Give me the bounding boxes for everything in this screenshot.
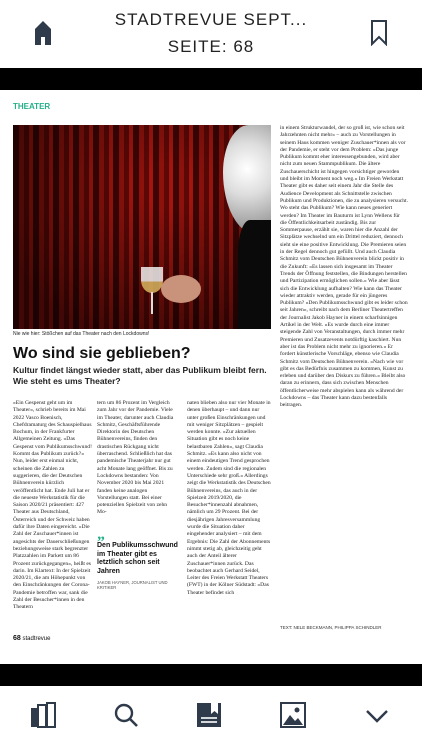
author-credit: TEXT: NELE BECKMANN, PHILIPPA SCHINDLER	[280, 625, 382, 630]
magazine-name: stadtrevue	[22, 636, 51, 642]
article-headline: Wo sind sie geblieben?	[13, 345, 191, 362]
person-dress	[238, 220, 271, 329]
photo-caption: Nie wie hier: Stößchen auf das Theater nach den Lockdowns!	[13, 331, 150, 337]
page-footer	[13, 635, 51, 642]
hand	[161, 275, 201, 303]
wine-glass	[141, 267, 163, 293]
quote-mark: „	[97, 526, 105, 543]
table-of-contents-icon[interactable]	[196, 702, 222, 728]
page-border-bottom	[0, 664, 422, 686]
issue-title: STADTREVUE SEPT...	[114, 10, 308, 29]
image-icon[interactable]	[280, 702, 306, 728]
chevron-down-icon[interactable]	[364, 702, 390, 728]
quote-text: Den Publikumsschwund im Theater gibt es letztlich schon seit Jahren	[97, 542, 178, 575]
page-number: 68	[13, 635, 21, 642]
bottom-toolbar	[0, 686, 422, 750]
article-column-1: »Ein Gespenst geht um im Theater«, schrieb bereits im Mai 2022 Vasco Boenisch, Chefdramaturg des Schauspielhaus Bochum, in der Frankfurter Allgemeinen Zeitung. »Das Gespenst vom Publikumsschwund! Kommt das Publikum zurück?« Nun, leider erst einmal nicht, scheinen die Zahlen zu suggerieren, die der Deutschen Bühnenverein kürzlich veröffentlicht hat. Ende Juli hat er die neueste Werkstatistik für die Saison 2020/21 präsentiert: 427 Theater aus Deutschland, Österreich und der Schweiz haben dafür ihre Daten eingereicht. »Die Zahl der Zuschauer*innen ist angesichts der Dauerschließungen beziehungsweise stark begrenzter Platzzahlen im Parkett um 86 Prozent zurückgegangen«, heißt es darin. Im Klartext: In der Spielzeit 2020/21, die am Höhepunkt von den Einschränkungen der Corona-Pandemie betroffen war, sank die Zahl der Besucher*innen in den Theatern	[13, 400, 92, 611]
article-column-right: in einem Strukturwandel, der so groß ist, wie schon seit Jahrzehnten nicht mehr« – auch zu Vorstellungen in seinem Haus kommen weniger Zuschauer*innen als vor der Pandemie, er steht vor dem Problem: »Das junge Publikum kommt eher interessengebunden, wird aber nicht zum neuen Stammpublikum. Die ältere Zuschauerschicht ist hingegen vorsichtiger geworden und bleibt im Moment noch weg.« Im Freien Werkstatt Theater gibt es daher seit einem Jahr die Stelle des Audience Development als Schnittstelle zwischen Publikum und Produktionen, die zu analysieren versucht. Wo steht das Publikum? Wie kann neues generiert werden? Im Theater im Bauturm ist Lynn Wellens für die Öffentlichkeitsarbeit zuständig. Bis zur Sommerpause, erzählt sie, waren hier die Anzahl der Sitzplätze wechselnd um ein Drittel reduziert, dennoch sieht sie eine positive Entwicklung. Die Premieren seien in der Regel dennoch gut gefüllt. Und auch Claudia Schmitz vom Deutschen Bühnenverein blickt positiv in die Zukunft: »Es lassen sich insgesamt im Theater Trends der Öffnung feststellen, die Bindungen herstellen und Partizipation ermöglichen sollen.« Wie aber lässt sich die Entwicklung aufhalten? Wie kann das Theater wieder attraktiv werden, gerade für ein jüngeres Publikum? »Den Publikumsschwund gibt es leider schon seit Jahren«, schreibt nach dem Berliner Theatertreffen der Journalist Jakob Hayner in einem scharfsinnigen Artikel in der Welt. »Es wurde durch eine immer steigende Zahl von Veranstaltungen, durch immer mehr Premieren und Zusatzevents notdürftig kaschiert. Nun aber ist das Problem nicht mehr zu ignorieren.« Er fordert künstlerische Vorschläge, ebenso wie Claudia Schmitz vom Deutschen Bühnenverein. »Nach wie vor gibt es das Bedürfnis zusammen zu kommen, Kunst zu erleben und darüber den Diskurs zu führen.« Bleibt also daran zu erinnern, dass sich zwischen Menschen öffentlicherweise mehr abspielen kann als während der Lockdowns – das Theater kann dazu bestenfalls beitragen.	[280, 125, 408, 409]
magazine-page[interactable]	[0, 90, 422, 664]
article-subheadline: Kultur findet längst wieder statt, aber das Publikum bleibt fern. Wie steht es ums Theater?	[13, 365, 267, 386]
page-border-top	[0, 68, 422, 90]
article-column-2: tern um 86 Prozent im Vergleich zum Jahr vor der Pandemie. Viele im Theater, darunter auch Claudia Schmitz, Geschäftsführende Direktorin des Deutschen Bühnenvereins, finden den drastischen Rückgang nicht überraschend. Schließlich hat das pandemische Theaterjahr nur gut acht Monate lang geöffnet. Bis zu Lockdowns bestanden: Von November 2020 bis Mai 2021 fanden keine analogen Vorstellungen statt. Bei einer potenziellen Spielzeit von zehn Mo-	[97, 400, 174, 516]
section-label: THEATER	[13, 102, 51, 111]
pages-icon[interactable]	[30, 702, 56, 728]
article-photo	[13, 125, 271, 329]
article-column-3: naten blieben also nur vier Monate in denen überhaupt – und dann nur unter großen Einschränkungen und mit weniger Sitzplätzen – gespielt werden konnte. »Zur aktuellen Situation gibt es noch keine belastbaren Zahlen«, sagt Claudia Schmitz. »Es kann also nicht von einem eindeutigen Trend gesprochen werden. Zudem sind die regionalen Unterschiede sehr groß.« Allerdings zeigt die Werkstatistik des Deutschen Bühnenvereins, das auch in der Spielzeit 2019/2020, die Besucher*innenzahl abnahmen, nämlich um 29 Prozent. Bei der diesjährigen Jahresversammlung wurde die Situation daher eingehender analysiert – mit dem Ergebnis: Die Zahl der Abonnements nimmt stetig ab, gleichzeitig geht auch der Anteil älterer Zuschauer*innen zurück. Das beobachtet auch Gerhard Seidel, Leiter des Freien Werkstatt Theaters (FWT) in der Kölner Südstadt: »Das Theater befindet sich	[187, 400, 271, 596]
top-bar	[0, 0, 422, 68]
pull-quote	[97, 528, 181, 590]
quote-author: JAKOB HAYNER, JOURNALIST UND KRITIKER	[97, 580, 168, 590]
search-icon[interactable]	[113, 702, 139, 728]
page-indicator: SEITE: 68	[167, 37, 255, 56]
bookmark-icon[interactable]	[370, 20, 388, 46]
